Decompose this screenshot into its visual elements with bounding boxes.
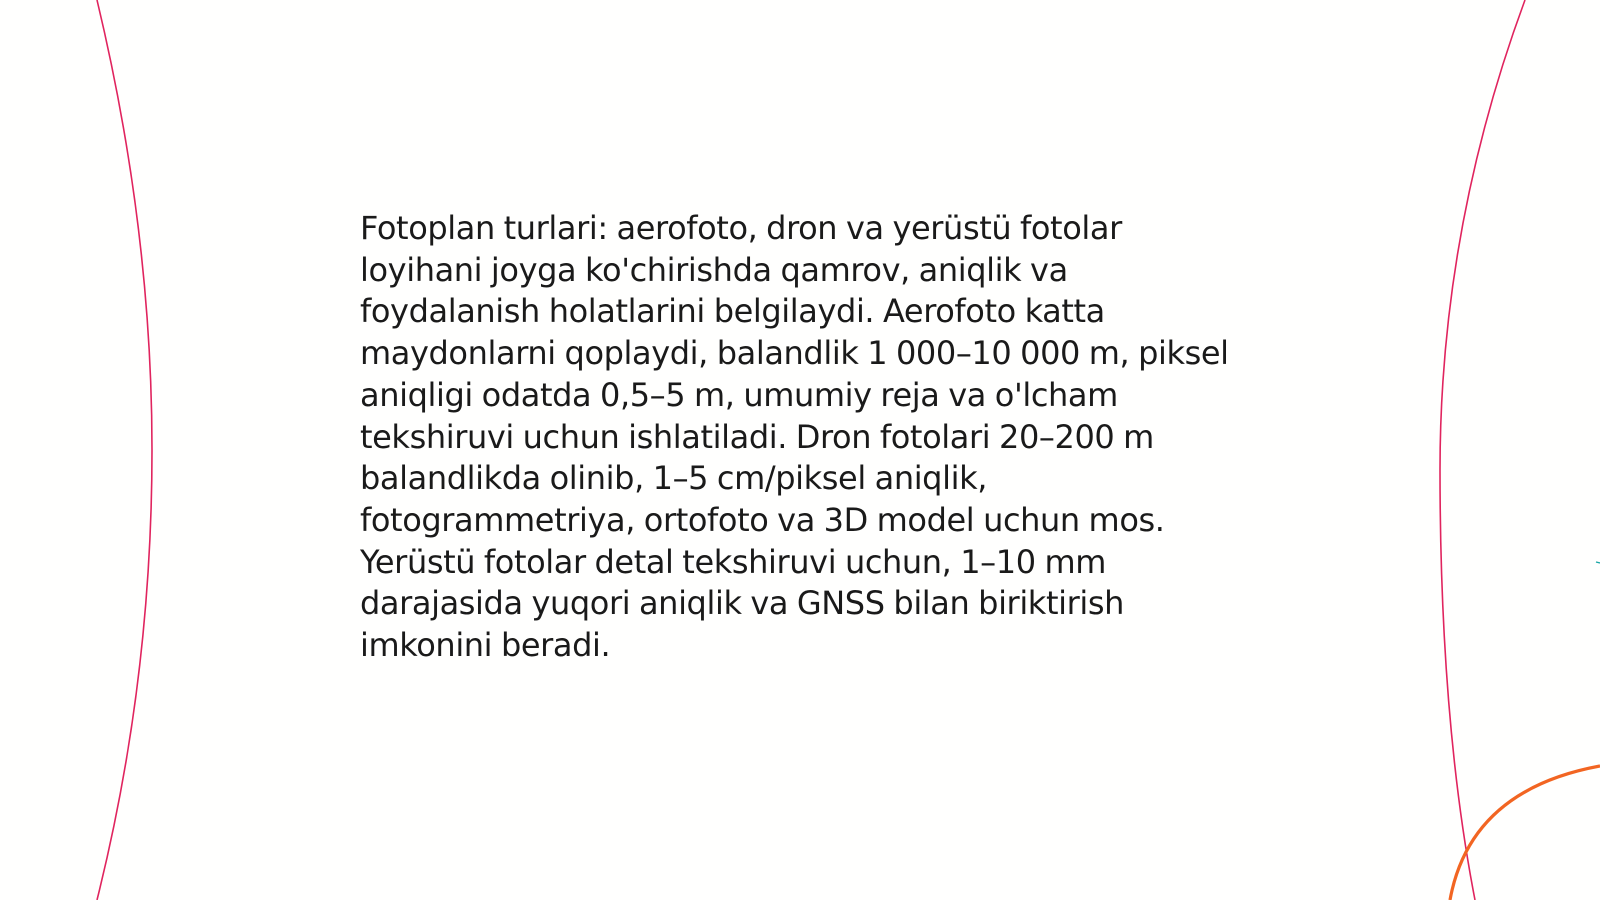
left-arc bbox=[97, 0, 152, 900]
slide-body-text: Fotoplan turlari: aerofoto, dron va yerüstü fotolar loyihani joyga ko'chirishda qamrov, aniqlik va foydalanish holatlarini belgilaydi. Aerofoto katta maydonlarni qoplaydi, balandlik 1 000–10 000 m, piksel aniqligi odatda 0,5–5 m, umumiy reja va o'lcham tekshiruvi uchun ishlatiladi. Dron fotolari 20–200 m balandlikda olinib, 1–5 cm/piksel aniqlik, fotogrammetriya, ortofoto va 3D model uchun mos. Yerüstü fotolar detal tekshiruvi uchun, 1–10 mm darajasida yuqori aniqlik va GNSS bilan biriktirish imkonini beradi. bbox=[360, 209, 1229, 665]
orange-arc bbox=[1450, 766, 1600, 900]
right-arc bbox=[1440, 0, 1525, 900]
teal-mark bbox=[1596, 562, 1600, 563]
